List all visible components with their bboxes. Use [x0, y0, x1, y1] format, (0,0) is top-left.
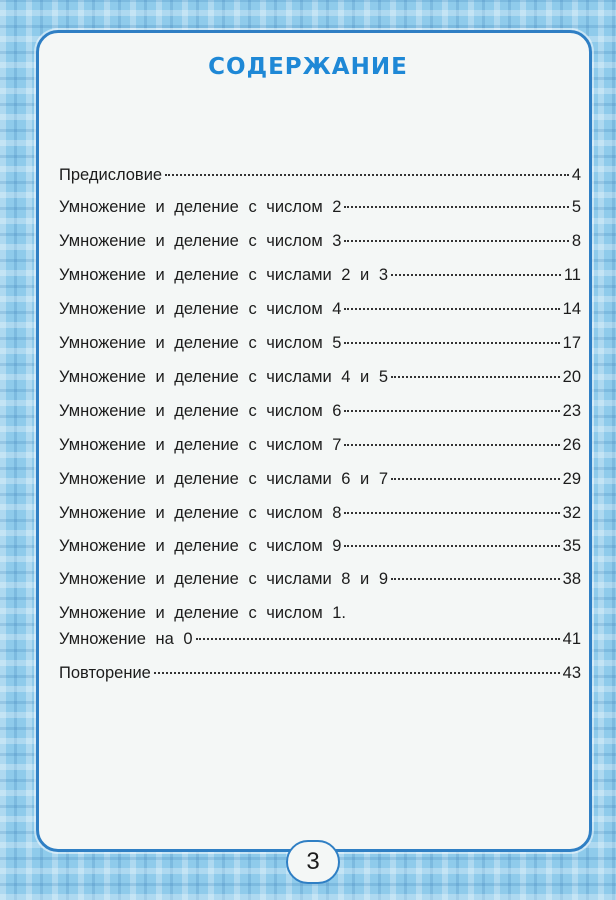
toc-entry-page: 17 [562, 334, 581, 352]
toc-entry-label: Умножение и деление с числами 8 и 9 [59, 570, 389, 588]
toc-entry-page: 29 [562, 470, 581, 488]
toc-entry-label: Умножение и деление с числом 5 [59, 334, 342, 352]
toc-entry-label: Умножение на 0 [59, 630, 193, 648]
toc-entry-label: Умножение и деление с числом 8 [59, 504, 342, 522]
toc-entry-label: Умножение и деление с числом 2 [59, 198, 342, 216]
toc-entry [59, 300, 581, 324]
toc-entry-page: 26 [562, 436, 581, 454]
toc-entry-label: Умножение и деление с числом 4 [59, 300, 342, 318]
toc-entry-page: 38 [562, 570, 581, 588]
toc-leader [344, 410, 559, 412]
toc-entry-label: Предисловие [59, 166, 163, 184]
page-number-badge [286, 840, 340, 884]
page-title: СОДЕРЖАНИЕ [208, 54, 408, 80]
toc-entry [59, 470, 581, 494]
toc-entry-page: 4 [571, 166, 581, 184]
toc-entry-label: Повторение [59, 664, 151, 682]
toc-leader [154, 672, 560, 674]
toc-leader [344, 342, 559, 344]
toc-entry-label: Умножение и деление с числами 2 и 3 [59, 266, 389, 284]
toc-leader [344, 308, 559, 310]
toc-entry-page: 14 [562, 300, 581, 318]
page-number: 3 [306, 848, 320, 875]
toc-leader [196, 638, 560, 640]
toc-entry-page: 8 [571, 232, 581, 250]
toc-leader [344, 512, 559, 514]
toc-entry-page: 5 [571, 198, 581, 216]
toc-leader [391, 376, 560, 378]
toc-entry-label: Умножение и деление с числами 6 и 7 [59, 470, 389, 488]
toc-entry [59, 504, 581, 528]
toc-entry [59, 436, 581, 460]
toc-entry-page: 35 [562, 537, 581, 555]
toc-entry-page: 11 [563, 266, 581, 284]
toc-entry-page: 23 [562, 402, 581, 420]
toc-entry [59, 334, 581, 358]
toc-entry-label: Умножение и деление с числами 4 и 5 [59, 368, 389, 386]
toc-entry [59, 630, 581, 654]
toc-entry [59, 232, 581, 256]
toc-entry-label: Умножение и деление с числом 3 [59, 232, 342, 250]
toc-entry-label: Умножение и деление с числом 9 [59, 537, 342, 555]
toc-leader [391, 274, 561, 276]
toc-leader [344, 545, 559, 547]
toc-entry [59, 368, 581, 392]
toc-entry-page: 32 [562, 504, 581, 522]
toc-leader [344, 444, 559, 446]
toc-entry [59, 402, 581, 426]
toc-entry-label: Умножение и деление с числом 7 [59, 436, 342, 454]
toc-leader [391, 578, 560, 580]
toc-entry [59, 664, 581, 688]
toc-entry [59, 570, 581, 594]
toc-entry [59, 537, 581, 561]
toc-entry [59, 166, 581, 190]
toc-leader [344, 206, 568, 208]
toc-leader [391, 478, 560, 480]
toc-entry-label: Умножение и деление с числом 6 [59, 402, 342, 420]
toc-entry [59, 266, 581, 290]
toc-entry-page: 41 [562, 630, 581, 648]
toc-entry-label: Умножение и деление с числом 1. [59, 604, 347, 622]
toc-entry-page: 20 [562, 368, 581, 386]
toc-entry [59, 604, 581, 628]
toc-entry [59, 198, 581, 222]
toc-leader [344, 240, 568, 242]
toc-leader [165, 174, 569, 176]
toc-entry-page: 43 [562, 664, 581, 682]
